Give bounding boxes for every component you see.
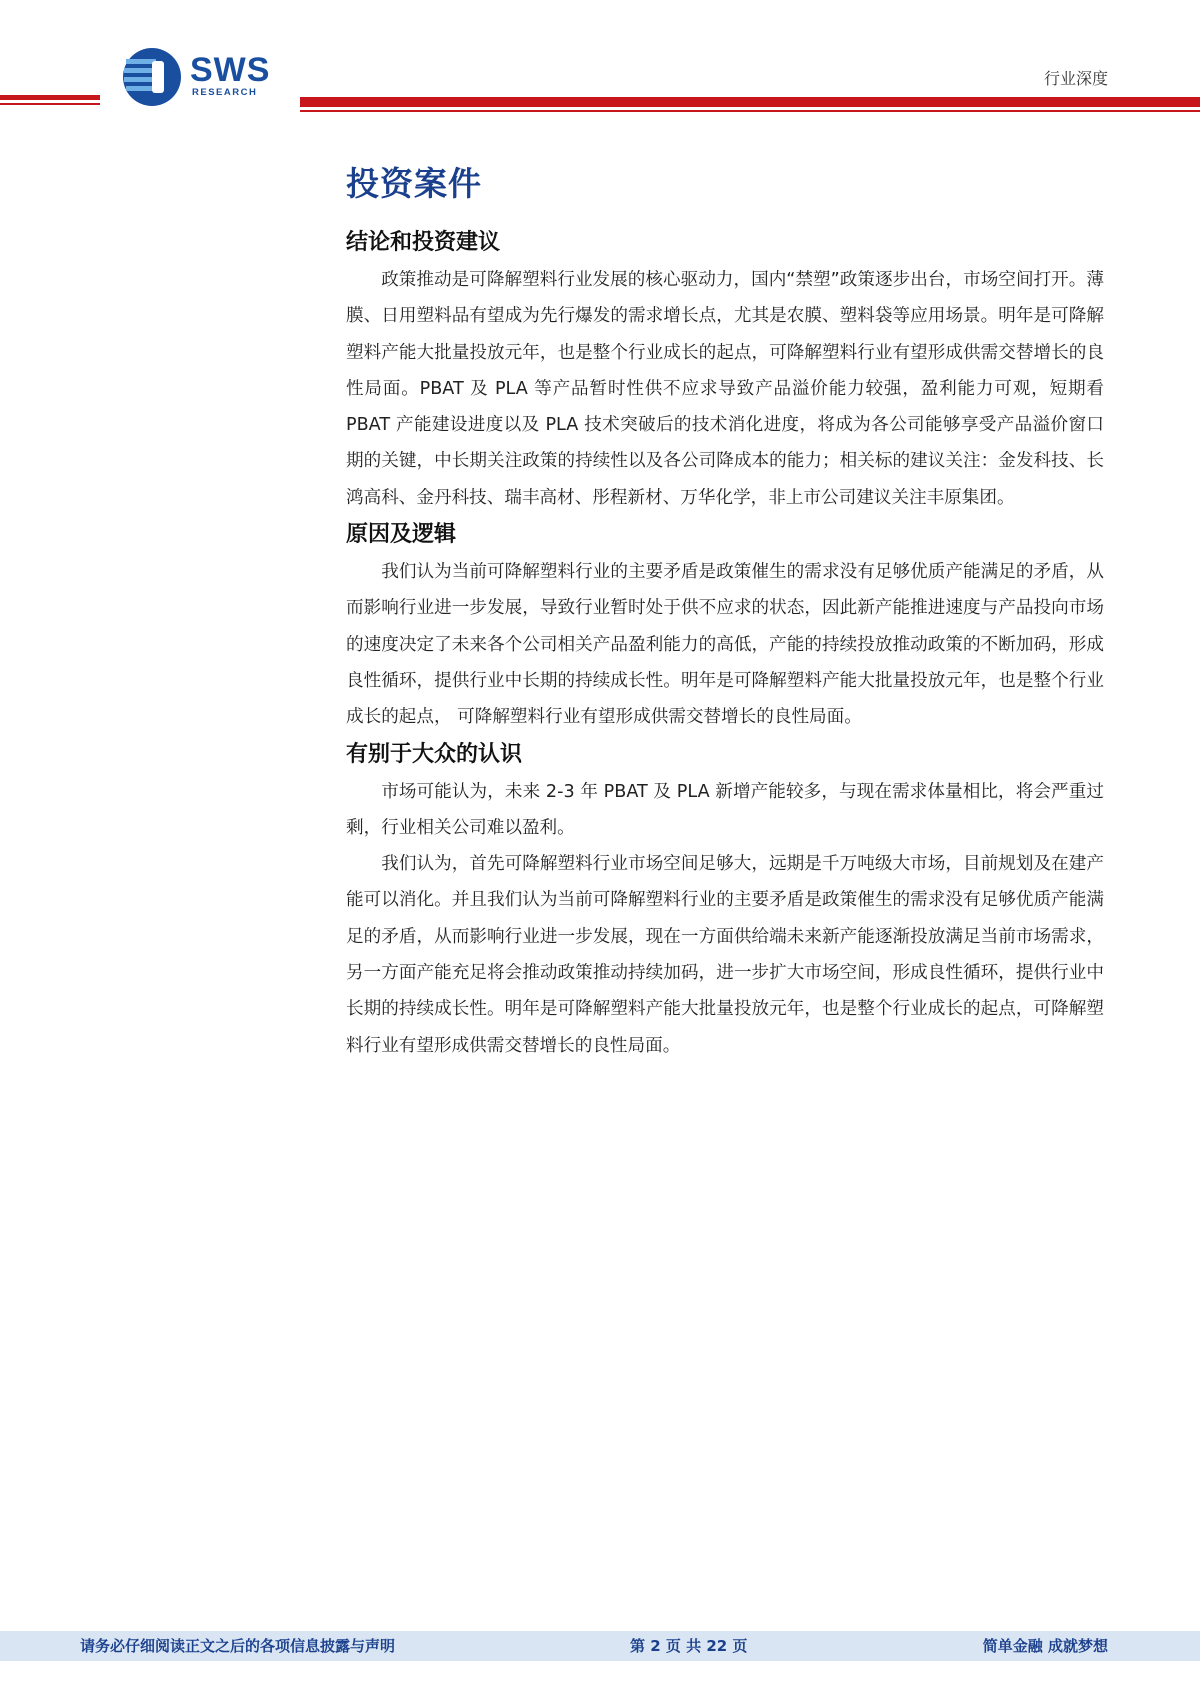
sws-logo (122, 47, 292, 107)
header-rule-right (300, 97, 1200, 107)
report-type-label: 行业深度 (1043, 69, 1108, 88)
logo-wordmark: SWS (190, 51, 271, 89)
sws-logo-icon (122, 47, 182, 107)
section-heading-conclusion: 结论和投资建议 (346, 230, 501, 255)
page-title: 投资案件 (346, 164, 482, 203)
header-rule-right-thin (300, 110, 1200, 112)
logo-subtext: RESEARCH (192, 87, 258, 98)
section-paragraph: 政策推动是可降解塑料行业发展的核心驱动力，国内“禁塑”政策逐步出台，市场空间打开。薄膜、日用塑料品有望成为先行爆发的需求增长点，尤其是农膜、塑料袋等应用场景。明年是可降解塑料产能大批量投放元年，也是整个行业成长的起点，可降解塑料行业有望形成供需交替增长的良性局面。PBAT 及 PLA 等产品暂时性供不应求导致产品溢价能力较强，盈利能力可观，短期看 PBAT 产能建设进度以及 PLA 技术突破后的技术消化进度，将成为各公司能够享受产品溢价窗口期的关键，中长期关注政策的持续性以及各公司降成本的能力；相关标的建议关注：金发科技、长鸿高科、金丹科技、瑞丰高材、彤程新材、万华化学，非上市公司建议关注丰原集团。 (346, 270, 1104, 508)
section-heading-differentiated-view: 有别于大众的认识 (346, 741, 523, 767)
main-content (346, 160, 1104, 1064)
footer-disclaimer: 请务必仔细阅读正文之后的各项信息披露与声明 (80, 1637, 396, 1655)
section-heading-reasons: 原因及逻辑 (346, 522, 457, 548)
section-paragraph: 我们认为，首先可降解塑料行业市场空间足够大，远期是千万吨级大市场，目前规划及在建产能可以消化。并且我们认为当前可降解塑料行业的主要矛盾是政策催生的需求没有足够优质产能满足的矛盾，从而影响行业进一步发展，现在一方面供给端未来新产能逐渐投放满足当前市场需求，另一方面产能充足将会推动政策推动持续加码，进一步扩大市场空间，形成良性循环，提供行业中长期的持续成长性。明年是可降解塑料产能大批量投放元年，也是整个行业成长的起点，可降解塑料行业有望形成供需交替增长的良性局面。 (346, 854, 1104, 1056)
section-paragraph: 我们认为当前可降解塑料行业的主要矛盾是政策催生的需求没有足够优质产能满足的矛盾，从而影响行业进一步发展，导致行业暂时处于供不应求的状态，因此新产能推进速度与产品投向市场的速度决定了未来各个公司相关产品盈利能力的高低，产能的持续投放推动政策的不断加码，形成良性循环，提供行业中长期的持续成长性。明年是可降解塑料产能大批量投放元年，也是整个行业成长的起点， 可降解塑料行业有望形成供需交替增长的良性局面。 (346, 562, 1104, 728)
header-rule-left (0, 95, 100, 100)
page-number: 第 2 页 共 22 页 (630, 1637, 748, 1655)
header-rule-left-thin (0, 103, 100, 105)
section-paragraph: 市场可能认为，未来 2-3 年 PBAT 及 PLA 新增产能较多，与现在需求体量相比，将会严重过剩，行业相关公司难以盈利。 (346, 781, 1104, 838)
footer-slogan: 简单金融 成就梦想 (982, 1637, 1108, 1655)
